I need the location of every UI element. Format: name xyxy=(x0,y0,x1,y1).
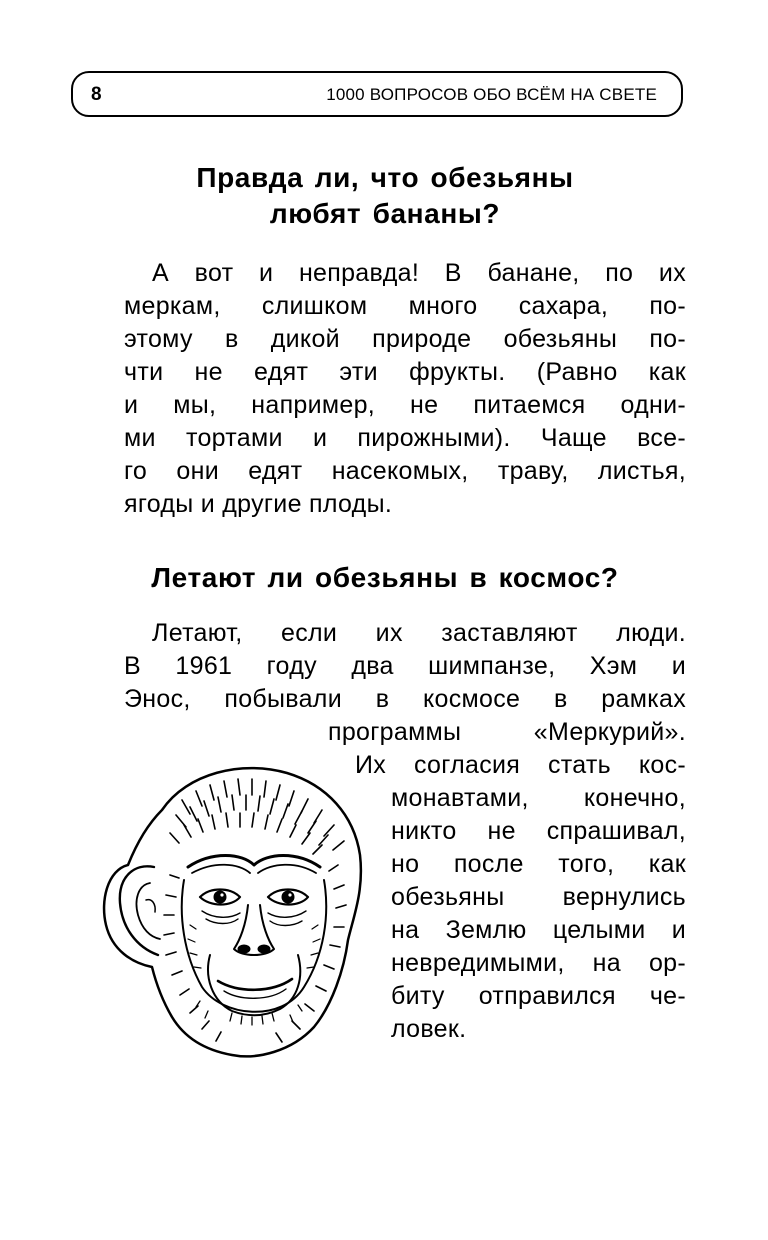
answer-2-line: Их согласия стать кос- xyxy=(355,751,686,779)
question-2-title: Летают ли обезьяны в космос? xyxy=(151,562,619,593)
chimpanzee-head-icon xyxy=(92,755,384,1067)
answer-2-line: программы «Меркурий». xyxy=(328,718,686,746)
book-title: 1000 ВОПРОСОВ ОБО ВСЁМ НА СВЕТЕ xyxy=(326,85,657,104)
running-header xyxy=(71,71,683,117)
answer-2-line: невредимыми, на ор- xyxy=(391,949,686,977)
answer-1-line: А вот и неправда! В банане, по их xyxy=(152,259,686,287)
answer-2-line: биту отправился че- xyxy=(391,982,686,1010)
answer-2-line: Летают, если их заставляют люди. xyxy=(152,619,686,647)
answer-2-line: обезьяны вернулись xyxy=(391,883,686,911)
question-1-title-line: Правда ли, что обезьяны xyxy=(196,162,574,193)
question-1-title xyxy=(100,160,670,232)
answer-1-line: этому в дикой природе обезьяны по- xyxy=(124,325,686,353)
answer-2-line: но после того, как xyxy=(391,850,686,878)
answer-2-line: монавтами, конечно, xyxy=(391,784,686,812)
answer-2-line: В 1961 году два шимпанзе, Хэм и xyxy=(124,652,686,680)
answer-2-line: на Землю целыми и xyxy=(391,916,686,944)
page-number: 8 xyxy=(91,84,102,105)
answer-2-line: Энос, побывали в космосе в рамках xyxy=(124,685,686,713)
answer-1-line: ягоды и другие плоды. xyxy=(124,490,393,518)
answer-1-line: чти не едят эти фрукты. (Равно как xyxy=(124,358,686,386)
answer-2-line: ловек. xyxy=(391,1015,467,1043)
question-1-title-line: любят бананы? xyxy=(269,198,501,229)
answer-1-line: го они едят насекомых, траву, листья, xyxy=(124,457,686,485)
answer-2-line: никто не спрашивал, xyxy=(391,817,686,845)
answer-1-line: ми тортами и пирожными). Чаще все- xyxy=(124,424,686,452)
answer-1-line: меркам, слишком много сахара, по- xyxy=(124,292,686,320)
answer-1-line: и мы, например, не питаемся одни- xyxy=(124,391,686,419)
